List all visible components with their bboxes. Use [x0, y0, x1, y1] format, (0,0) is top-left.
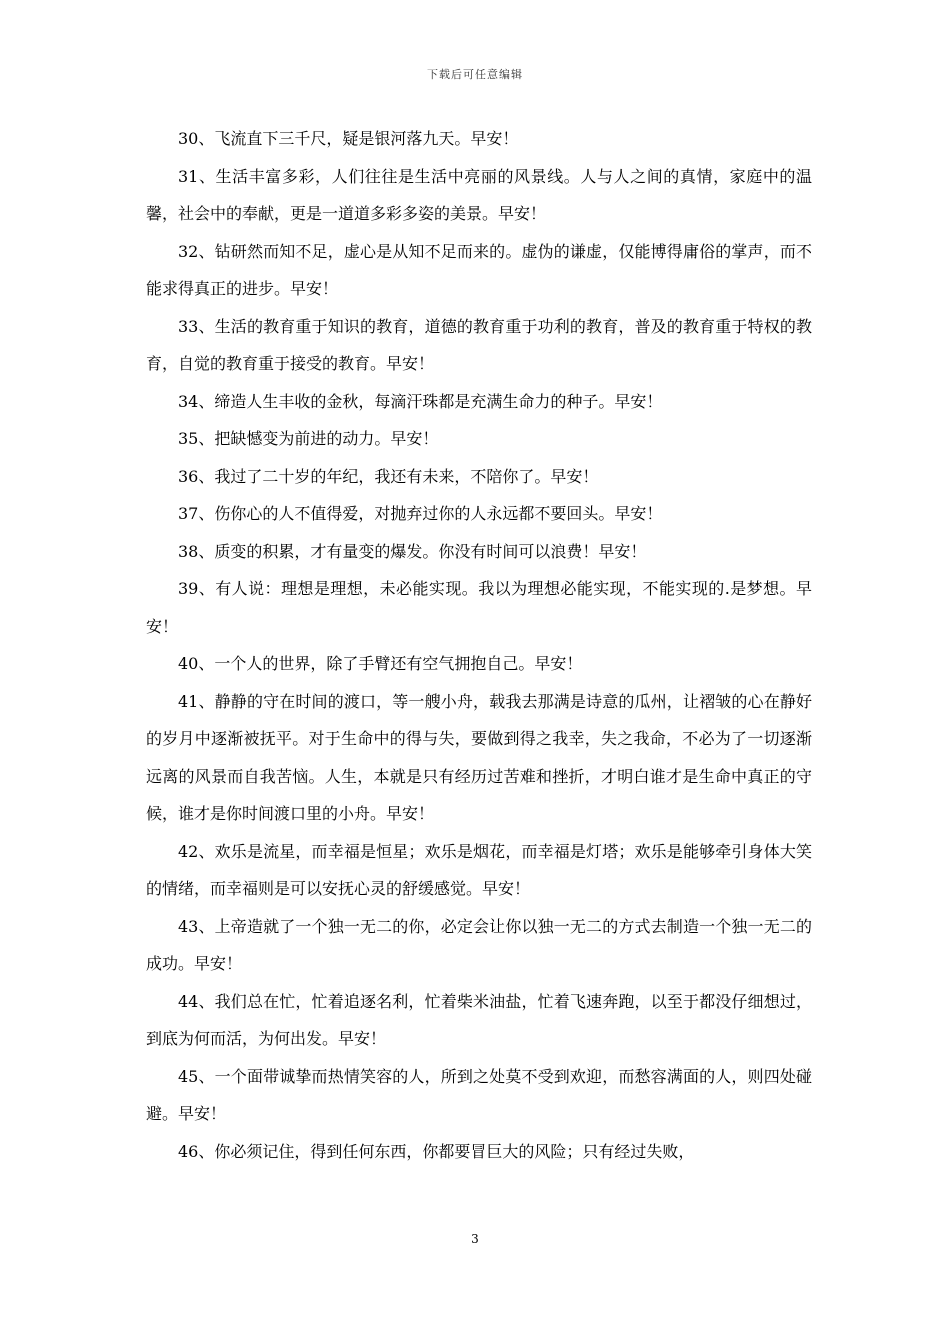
document-body: [146, 120, 812, 1170]
paragraph-36: 36、我过了二十岁的年纪，我还有未来，不陪你了。早安！: [178, 466, 599, 486]
page-header: 下载后可任意编辑: [427, 68, 523, 81]
paragraph-30: 30、飞流直下三千尺，疑是银河落九天。早安！: [178, 129, 519, 148]
paragraph-37: 37、伤你心的人不值得爱，对抛弃过你的人永远都不要回头。早安！: [178, 504, 663, 523]
paragraph-34: 34、缔造人生丰收的金秋，每滴汗珠都是充满生命力的种子。早安！: [178, 391, 663, 411]
paragraph-43: 43、上帝造就了一个独一无二的你，必定会让你以独一无二的方式去制造一个独一无二的成功。早安！: [146, 916, 812, 973]
paragraph-46: 46、你必须记住，得到任何东西，你都要冒巨大的风险；只有经过失败，: [178, 1141, 695, 1161]
paragraph-41: 41、静静的守在时间的渡口，等一艘小舟，载我去那满是诗意的瓜州，让褶皱的心在静好的岁月中逐渐被抚平。对于生命中的得与失，要做到得之我幸，失之我命，不必为了一切逐渐远离的风景而自我苦恼。人生，本就是只有经历过苦难和挫折，才明白谁才是生命中真正的守候，谁才是你时间渡口里的小舟。早安！: [146, 691, 812, 823]
paragraph-35: 35、把缺憾变为前进的动力。早安！: [178, 429, 439, 448]
paragraph-32: 32、钻研然而知不足，虚心是从知不足而来的。虚伪的谦虚，仅能博得庸俗的掌声，而不能求得真正的进步。早安！: [146, 241, 812, 298]
paragraph-38: 38、质变的积累，才有量变的爆发。你没有时间可以浪费！早安！: [178, 541, 647, 561]
paragraph-33: 33、生活的教育重于知识的教育，道德的教育重于功利的教育，普及的教育重于特权的教育，自觉的教育重于接受的教育。早安！: [146, 316, 812, 373]
paragraph-44: 44、我们总在忙，忙着追逐名利，忙着柴米油盐，忙着飞速奔跑，以至于都没仔细想过，到底为何而活，为何出发。早安！: [146, 991, 812, 1048]
paragraph-45: 45、一个面带诚挚而热情笑容的人，所到之处莫不受到欢迎，而愁容满面的人，则四处碰避。早安！: [146, 1066, 812, 1123]
paragraph-40: 40、一个人的世界，除了手臂还有空气拥抱自己。早安！: [178, 654, 583, 673]
paragraph-42: 42、欢乐是流星，而幸福是恒星；欢乐是烟花，而幸福是灯塔；欢乐是能够牵引身体大笑的情绪，而幸福则是可以安抚心灵的舒缓感觉。早安！: [146, 841, 812, 898]
paragraph-31: 31、生活丰富多彩，人们往往是生活中亮丽的风景线。人与人之间的真情，家庭中的温馨，社会中的奉献，更是一道道多彩多姿的美景。早安！: [146, 166, 812, 223]
page-number: 3: [471, 1232, 479, 1246]
paragraph-39: 39、有人说：理想是理想，未必能实现。我以为理想必能实现，不能实现的.是梦想。早安！: [146, 579, 812, 636]
